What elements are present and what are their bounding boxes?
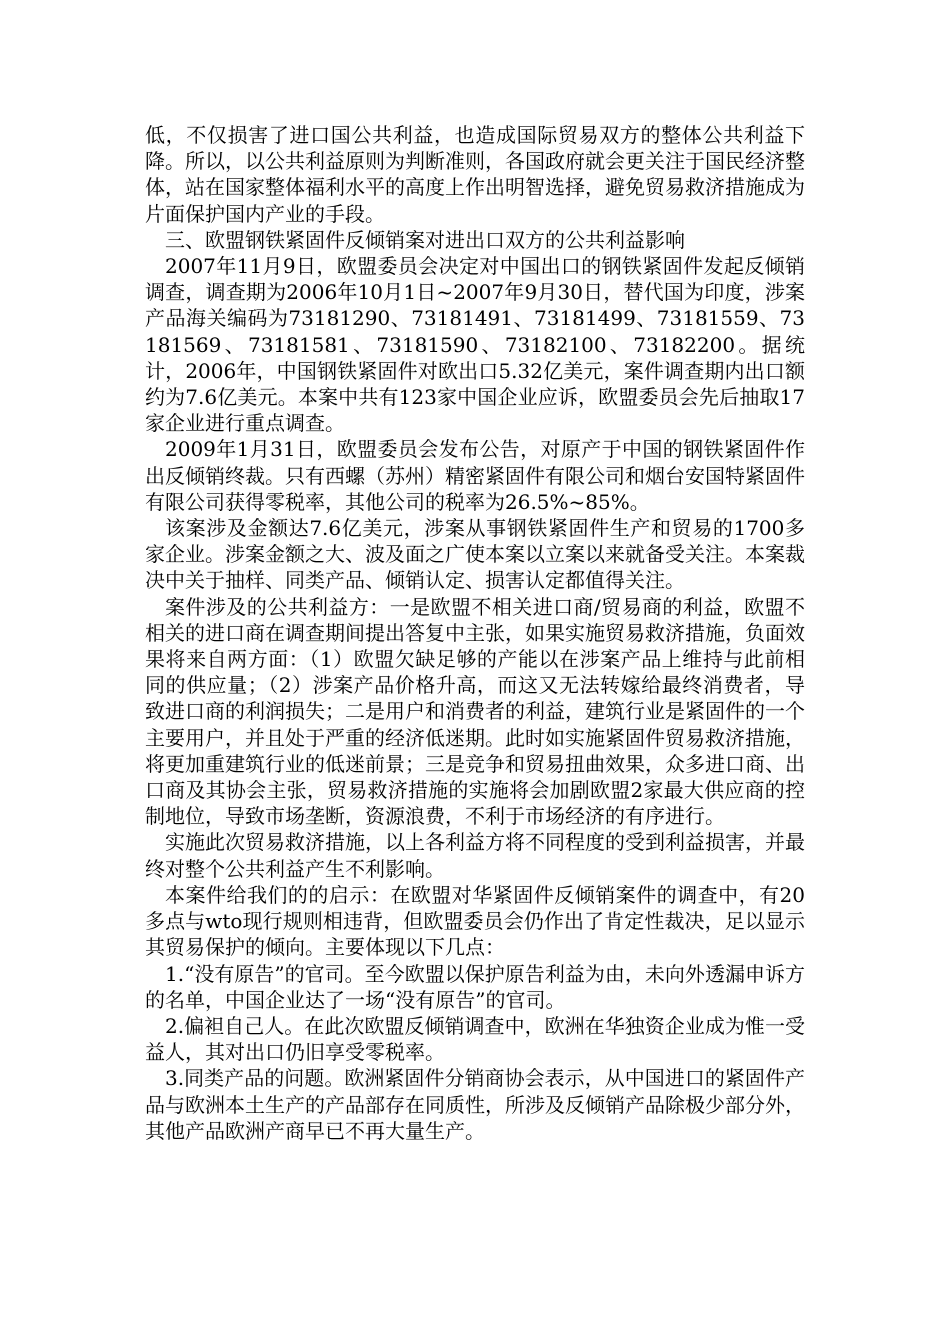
section-heading: 三、欧盟钢铁紧固件反倾销案对进出口双方的公共利益影响 <box>165 227 685 252</box>
list-item-3: 3.同类产品的问题。欧洲紧固件分销商协会表示，从中国进口的紧固件产品与欧洲本土生产的产品部存在同质性，所涉及反倾销产品除极少部分外，其他产品欧洲产商早已不再大量生产。 <box>145 1066 805 1143</box>
paragraph-final-ruling: 2009年1月31日，欧盟委员会发布公告，对原产于中国的钢铁紧固件作出反倾销终裁。只有西螺（苏州）精密紧固件有限公司和烟台安国特紧固件有限公司获得零税率，其他公司的税率为26.5%~85%。 <box>145 437 805 514</box>
paragraph-case-scale: 该案涉及金额达7.6亿美元，涉案从事钢铁紧固件生产和贸易的1700多家企业。涉案金额之大、波及面之广使本案以立案以来就备受关注。本案裁决中关于抽样、同类产品、倾销认定、损害认定都值得关注。 <box>145 516 805 593</box>
paragraph-continuation: 低，不仅损害了进口国公共利益，也造成国际贸易双方的整体公共利益下降。所以，以公共利益原则为判断准则，各国政府就会更关注于国民经济整体，站在国家整体福利水平的高度上作出明智选择，避免贸易救济措施成为片面保护国内产业的手段。 <box>145 123 805 226</box>
list-item-1: 1.“没有原告”的官司。至今欧盟以保护原告利益为由，未向外透漏申诉方的名单，中国企业达了一场“没有原告”的官司。 <box>145 961 805 1012</box>
paragraph-lessons: 本案件给我们的的启示：在欧盟对华紧固件反倾销案件的调查中，有20多点与wto现行规则相违背，但欧盟委员会仍作出了肯定性裁决，足以显示其贸易保护的倾向。主要体现以下几点： <box>145 882 805 960</box>
document-body <box>145 122 805 1144</box>
paragraph-impact: 实施此次贸易救济措施，以上各利益方将不同程度的受到利益损害，并最终对整个公共利益产生不利影响。 <box>145 830 805 881</box>
list-item-2: 2.偏袒自己人。在此次欧盟反倾销调查中，欧洲在华独资企业成为惟一受益人，其对出口仍旧享受零税率。 <box>145 1013 805 1065</box>
paragraph-public-interest-parties: 案件涉及的公共利益方：一是欧盟不相关进口商/贸易商的利益，欧盟不相关的进口商在调查期间提出答复中主张，如果实施贸易救济措施，负面效果将来自两方面：（1）欧盟欠缺足够的产能以在涉案产品上维持与此前相同的供应量；（2）涉案产品价格升高，而这又无法转嫁给最终消费者，导致进口商的利润损失；二是用户和消费者的利益，建筑行业是紧固件的一个主要用户，并且处于严重的经济低迷期。此时如实施紧固件贸易救济措施，将更加重建筑行业的低迷前景；三是竞争和贸易扭曲效果，众多进口商、出口商及其协会主张，贸易救济措施的实施将会加剧欧盟2家最大供应商的控制地位，导致市场垄断，资源浪费，不利于市场经济的有序进行。 <box>145 594 805 829</box>
paragraph-investigation: 2007年11月9日，欧盟委员会决定对中国出口的钢铁紧固件发起反倾销调查，调查期为2006年10月1日~2007年9月30日，替代国为印度，涉案产品海关编码为73181290、73181491、73181499、73181559、73181569、73181581、73181590、73182100、73182200。据统计，2006年，中国钢铁紧固件对欧出口5.32亿美元，案件调查期内出口额约为7.6亿美元。本案中共有123家中国企业应诉，欧盟委员会先后抽取17家企业进行重点调查。 <box>145 254 805 436</box>
